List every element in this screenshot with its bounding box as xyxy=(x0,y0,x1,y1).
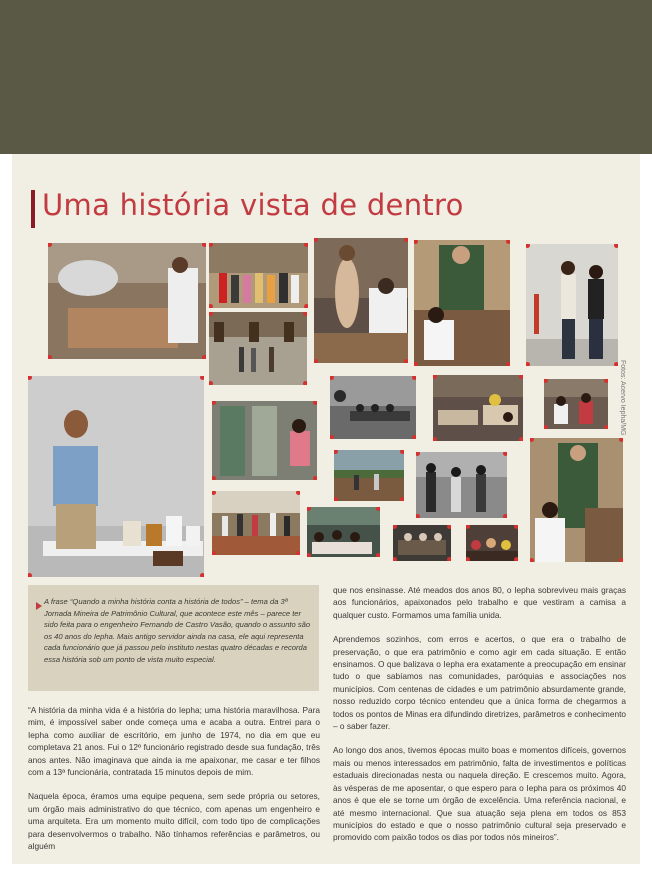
photo-painting-restoration xyxy=(414,240,510,366)
photo-office-desks-image xyxy=(433,375,523,441)
top-color-band xyxy=(0,0,652,154)
photo-ceremony-hall-image xyxy=(393,525,451,561)
photo-building-visit xyxy=(209,312,307,385)
photo-office-desks xyxy=(433,375,523,441)
article-paragraph: Ao longo dos anos, tivemos épocas muito boas e momentos difíceis, governos mais ou menos interessados em patrimônio, falta de investimentos e políticas estaduais direcionadas nesta ou naquela direção. E crescemos muito. Agora, às vésperas de me aposentar, o que espero para o Iepha para os próximos 40 anos é que ele se torne um órgão de excelência. Uma referência nacional, e até mesmo internacional. Que sua atuação seja plena em todos os 853 municípios do estado e que o nosso patrimônio cultural seja preservado e promovido com paixão todos os dias por todos nós mineiros”. xyxy=(333,745,626,843)
photo-building-visit-image xyxy=(209,312,307,385)
caption-arrow-icon xyxy=(36,602,42,610)
photo-meeting-room-image xyxy=(330,376,416,439)
photo-field-trip xyxy=(334,450,404,501)
photo-event-audience-image xyxy=(466,525,518,561)
photo-black-white-group-image xyxy=(416,452,507,518)
photo-women-at-desk xyxy=(544,379,608,429)
title-accent-bar xyxy=(31,190,35,228)
photo-event-audience xyxy=(466,525,518,561)
article-paragraph: que nos ensinasse. Até meados dos anos 80, o Iepha sobreviveu mais graças aos funcionários, apaixonados pelo trabalho e que vestiram a camisa a qualquer custo. Formamos uma família unida. xyxy=(333,585,626,620)
photo-outdoor-crowd-image xyxy=(212,491,300,555)
photo-painting-restorer xyxy=(530,438,623,562)
photo-outdoor-crowd xyxy=(212,491,300,555)
photo-seated-audience xyxy=(307,507,380,557)
article-paragraph: Aprendemos sozinhos, com erros e acertos, o que era o trabalho de preservação, o que era patrimônio e como agir em cada situação. E então ensinamos. O que balizava o Iepha era exatamente a preocupação em ensinar tudo o que sabíamos nas comunidades, paróquias e associações nos municípios. Com centenas de cidades e um patrimônio absurdamente grande, nosso reduzido corpo técnico entendeu que a única forma de chegarmos a todos os pontos de Minas era difundindo diretrizes, parâmetros e conhecimento – o saber fazer. xyxy=(333,634,626,732)
photo-black-white-group xyxy=(416,452,507,518)
photo-credit: Fotos: Acervo Iepha/MG xyxy=(619,360,626,436)
photo-saint-statue-restoration-image xyxy=(314,238,408,363)
photo-wall-mural-work-image xyxy=(212,401,317,480)
photo-field-trip-image xyxy=(334,450,404,501)
photo-seated-audience-image xyxy=(307,507,380,557)
photo-fernando-with-jars-image xyxy=(28,376,204,577)
page-title: Uma história vista de dentro xyxy=(42,188,464,222)
photo-wall-mural-work xyxy=(212,401,317,480)
photo-fernando-with-jars xyxy=(28,376,204,577)
photo-ceremony-hall xyxy=(393,525,451,561)
photo-painting-restoration-image xyxy=(414,240,510,366)
article-column-right xyxy=(333,584,626,856)
photo-saint-statue-restoration xyxy=(314,238,408,363)
caption-text: A frase “Quando a minha história conta a história de todos” – tema da 3ª Jornada Mineira de Patrimônio Cultural, que acontece este mês – parece ter sido feita para o engenheiro Fernando de Castro Vasão, quando o assunto são os 40 anos do Iepha. Mais antigo servidor ainda na casa, ele aqui representa cada funcionário que já passou pelo instituto nestas quatro décadas e recorda essa história sob um ponto de vista muito especial. xyxy=(44,597,311,664)
photo-group-portrait-image xyxy=(209,243,308,308)
photo-restoration-workshop-image xyxy=(48,243,206,359)
photo-two-women-standing-image xyxy=(526,244,618,366)
article-paragraph: “A história da minha vida é a história do Iepha; uma história maravilhosa. Para mim, é impossível saber onde começa uma e acaba a outra. Entrei para o Iepha como auxiliar de escritório, em junho de 1974, no dia em que eu completava 21 anos. Fui o 12º funcionário registrado desde sua fundação, três anos antes. Não imaginava que ainda ia me apaixonar, me casar e ter filhos com a 13ª funcionária, contratada 15 minutos depois de mim. xyxy=(28,705,320,778)
photo-two-women-standing xyxy=(526,244,618,366)
photo-group-portrait xyxy=(209,243,308,308)
article-column-left xyxy=(28,704,320,864)
photo-meeting-room xyxy=(330,376,416,439)
photo-women-at-desk-image xyxy=(544,379,608,429)
photo-painting-restorer-image xyxy=(530,438,623,562)
photo-restoration-workshop xyxy=(48,243,206,359)
article-paragraph: Naquela época, éramos uma equipe pequena, sem sede própria ou setores, um órgão mais administrativo do que técnico, com apenas um engenheiro e uma arquiteta. Era um momento muito difícil, com todo tipo de complicações para desenvolvermos o trabalho. Não tínhamos referências e parâmetros, ou alguém xyxy=(28,791,320,852)
